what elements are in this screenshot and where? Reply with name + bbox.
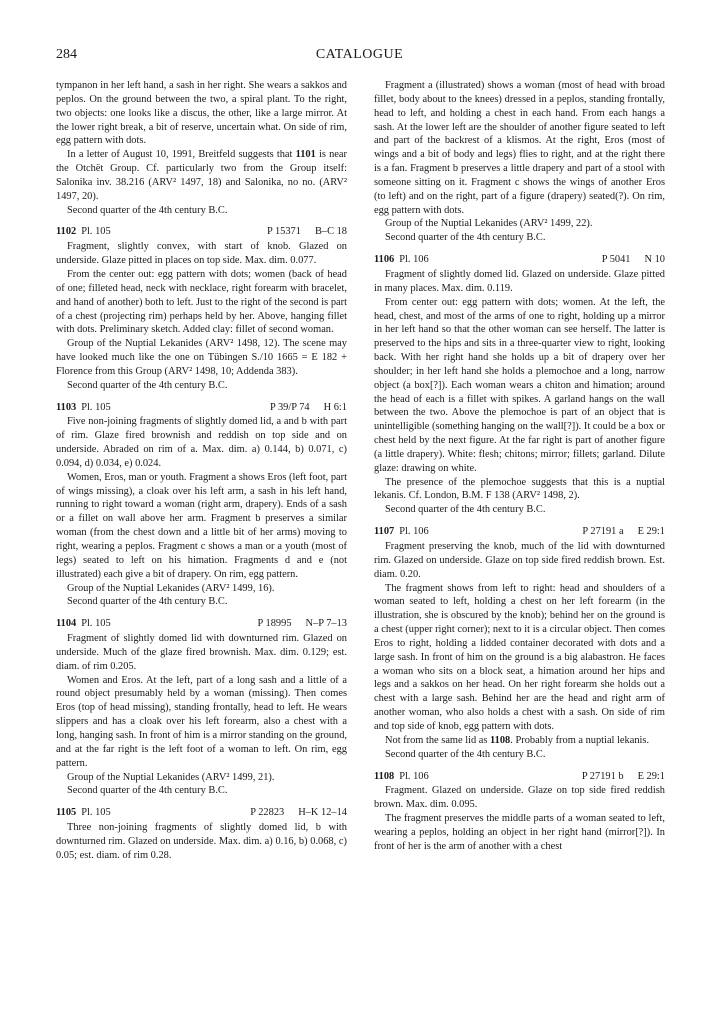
inventory-number: P 5041 bbox=[601, 254, 631, 266]
note: Not from the same lid as 1108. Probably from a nuptial lekanis. bbox=[385, 734, 650, 746]
entry-number: 1107 bbox=[374, 526, 395, 538]
inventory-number: P 22823 bbox=[250, 807, 285, 819]
description: Fragment preserving the knob, much of the lid with downturned rim. Glazed on underside. Glaze on top side fired reddish brown. Est. diam. 0.20. bbox=[374, 541, 665, 580]
plate-reference: Pl. 106 bbox=[399, 254, 429, 266]
entry-number: 1106 bbox=[374, 254, 395, 266]
entry-number: 1103 bbox=[56, 401, 77, 413]
description: Three non-joining fragments of slightly domed lid, b with downturned rim. Glazed on underside. Max. dim. a) 0.16, b) 0.068, c) 0.05; est. diam. of rim 0.28. bbox=[56, 822, 347, 861]
catalogue-entry-1103 bbox=[56, 401, 347, 610]
inventory-number: P 15371 bbox=[266, 226, 301, 238]
paragraph: In a letter of August 10, 1991, Breitfeld suggests that 1101 is near the Otchët Group. Cf. particularly two from the Group itself: Salonika inv. 38.216 (ARV² 1497, 18) and Salonika, no no. (ARV² 1497, 20). bbox=[56, 149, 347, 202]
deposit-location: E 29:1 bbox=[637, 770, 665, 782]
entry-number: 1105 bbox=[56, 807, 77, 819]
paragraph: tympanon in her left hand, a sash in her right. She wears a sakkos and peplos. On the ground between the two, a spiral plant. To the right, two objects: one looks like a discus, the other, like a large mirror. At the lower right break, a bit of reserve, uncertain what. On side of rim, egg pattern with dots. bbox=[56, 80, 347, 147]
description: Fragment of slightly domed lid. Glazed on underside. Glaze pitted in many places. Max. dim. 0.119. bbox=[374, 268, 665, 294]
plate-reference: Pl. 106 bbox=[399, 526, 429, 538]
entry-number: 1104 bbox=[56, 618, 77, 630]
description: Five non-joining fragments of slightly domed lid, a and b with part of rim. Glaze fired brownish and reddish on top side and on underside. Abraded on rim of a. Max. dim. a) 0.144, b) 0.071, c) 0.094, d) 0.034, e) 0.024. bbox=[56, 416, 347, 469]
deposit-location: B–C 18 bbox=[314, 226, 347, 238]
entry-heading bbox=[56, 225, 347, 239]
left-column bbox=[56, 79, 347, 863]
scene-text: Women and Eros. At the left, part of a long sash and a little of a round object presumably held by a woman (missing). Then comes Eros (top of head missing), standing frontally, head to left. He wears slippers and has a cloak over his left forearm, also a chest with a long, hanging sash. In front of him is a mirror standing on the ground, and at the far right is the left foot of a woman to left. On rim, egg pattern. bbox=[56, 674, 347, 769]
description: Fragment, slightly convex, with start of knob. Glazed on underside. Glaze pitted in places on top side. Max. dim. 0.077. bbox=[56, 241, 347, 267]
plate-reference: Pl. 105 bbox=[81, 226, 111, 238]
date-line: Second quarter of the 4th century B.C. bbox=[385, 232, 546, 244]
inventory-number: P 18995 bbox=[257, 618, 292, 630]
entry-heading bbox=[56, 401, 347, 415]
page-number: 284 bbox=[56, 47, 77, 62]
date-line: Second quarter of the 4th century B.C. bbox=[67, 204, 228, 216]
attribution: Group of the Nuptial Lekanides (ARV² 1498, 12). The scene may have looked much like the one on Tübingen S./10 1665 = E 182 + Florence from this Group (ARV² 1498, 10; Addenda 383). bbox=[56, 338, 347, 377]
date-line: Second quarter of the 4th century B.C. bbox=[67, 596, 228, 608]
inventory-number: P 27191 a bbox=[582, 526, 624, 538]
note: The presence of the plemochoe suggests that this is a nuptial lekanis. Cf. London, B.M. F 138 (ARV² 1498, 2). bbox=[374, 476, 665, 502]
entry-heading bbox=[374, 253, 665, 267]
attribution: Group of the Nuptial Lekanides (ARV² 1499, 16). bbox=[67, 582, 275, 594]
plate-reference: Pl. 105 bbox=[81, 618, 111, 630]
catalogue-entry-1106 bbox=[374, 253, 665, 517]
entry-heading bbox=[374, 770, 665, 784]
deposit-location: H–K 12–14 bbox=[298, 807, 347, 819]
plate-reference: Pl. 105 bbox=[81, 807, 111, 819]
date-line: Second quarter of the 4th century B.C. bbox=[385, 504, 546, 516]
deposit-location: N 10 bbox=[644, 254, 665, 266]
scene-text: From center out: egg pattern with dots; women. At the left, the head, chest, and most of the arms of one to right, holding up a mirror in her left hand so that the other woman can see herself. The latter is preserved to the hips and sits in a three-quarter view to right, looking back. With her right hand she holds up a bit of drapery over her shoulder; in her left hand she holds a plemochoe and a long, narrow object (a box[?]). Each woman wears a chiton and himation; around the head of each is a fillet with spikes. A garland hangs on the wall between the two. Above the plemochoe is part of an object that is unintelligible (something hanging on the wall[?]). It could be a box or chest held by the next figure. At the far right is part of another figure (a little drapery). White: flesh; chitons; mirror; fillets; garland. Dilute glaze: drawing on white. bbox=[374, 296, 665, 474]
scene-text: The fragment preserves the middle parts of a woman seated to left, wearing a peplos, holding an object in her right hand (mirror[?]). In front of her is the arm of another with a chest bbox=[374, 813, 665, 852]
date-line: Second quarter of the 4th century B.C. bbox=[67, 379, 228, 391]
date-line: Second quarter of the 4th century B.C. bbox=[67, 785, 228, 797]
attribution: Group of the Nuptial Lekanides (ARV² 1499, 21). bbox=[67, 771, 275, 783]
description: Fragment of slightly domed lid with downturned rim. Glazed on underside. Much of the glaze fired brownish. Max. dim. 0.129; est. diam. of rim 0.205. bbox=[56, 633, 347, 672]
deposit-location: E 29:1 bbox=[637, 526, 665, 538]
entry-heading bbox=[56, 617, 347, 631]
running-head: CATALOGUE bbox=[315, 47, 404, 62]
deposit-location: H 6:1 bbox=[323, 401, 347, 413]
inventory-number: P 27191 b bbox=[581, 770, 624, 782]
plate-reference: Pl. 105 bbox=[81, 401, 111, 413]
date-line: Second quarter of the 4th century B.C. bbox=[385, 748, 546, 760]
scene-text: Women, Eros, man or youth. Fragment a shows Eros (left foot, part of wings missing), a cloak over his left arm, a sash in his left hand, running to right toward a woman (right arm, drapery). Ends of a sash or a fillet on wall above her arm. Fragment b preserves a similar woman (from the chest down and a little bit of her arms) moving to right, wearing a peplos. Fragment c shows a man or a youth (most of legs) seated to left on his himation. Fragments d and e (not illustrated) each give a bit of drapery. On rim, egg pattern. bbox=[56, 471, 347, 580]
catalogue-entry-1102 bbox=[56, 225, 347, 392]
deposit-location: N–P 7–13 bbox=[305, 618, 347, 630]
entry-number: 1102 bbox=[56, 226, 77, 238]
inventory-number: P 39/P 74 bbox=[269, 401, 310, 413]
right-column bbox=[374, 79, 665, 854]
catalogue-entry-1108 bbox=[374, 770, 665, 854]
attribution: Group of the Nuptial Lekanides (ARV² 1499, 22). bbox=[385, 218, 593, 230]
catalogue-entry-1107 bbox=[374, 525, 665, 761]
plate-reference: Pl. 106 bbox=[399, 770, 429, 782]
catalogue-entry-1105 bbox=[56, 806, 347, 862]
entry-number: 1108 bbox=[374, 770, 395, 782]
catalogue-entry-1104 bbox=[56, 617, 347, 798]
entry-heading bbox=[374, 525, 665, 539]
entry-heading bbox=[56, 806, 347, 820]
scene-text: From the center out: egg pattern with dots; women (back of head of one; filleted head, neck with necklace, right forearm with bracelet, and hand of another) both to left. Just to the right of the second is part of a chest (projecting rim) perhaps held by her. Above, hanging fillet with dots. Preliminary sketch. Added clay: fillet of second woman. bbox=[56, 268, 347, 336]
scene-text: The fragment shows from left to right: head and shoulders of a woman seated to left, holding a chest on her left forearm (in the illustration, she is obscured by the knob); behind her on the ground is a chest (upper right corner); next to it is a circular object. Then comes Eros to right, holding a lidded container decorated with dots and a large sash. In front of him on the ground is a big alabastron. He faces a woman who sits on a block seat, a himation around her hips and legs and a sakkos on her head. On her right forearm she holds out a chest with a large sash. Behind her are the head and right arm of another woman, who also holds a chest with a sash. On side of rim and top side of knob, egg pattern with dots. bbox=[374, 582, 665, 732]
description: Fragment. Glazed on underside. Glaze on top side fired reddish brown. Max. dim. 0.095. bbox=[374, 785, 665, 811]
scene-text: Fragment a (illustrated) shows a woman (most of head with broad fillet, body about to the knees) dressed in a peplos, standing frontally, head to left, and holding a chest in each hand. From each hangs a sash. At the lower left are the shoulder of another figure seated to left and part of the backrest of a klismos. At the right, Eros (most of wings and a bit of body and legs) flies to right, and at the right there is a fan. Fragment b preserves a little drapery and part of a stool with someone sitting on it. Fragment c shows the wings of another Eros (to left) and on the right, part of a figure (drapery) seated(?). On rim, egg pattern with dots. bbox=[374, 80, 665, 216]
